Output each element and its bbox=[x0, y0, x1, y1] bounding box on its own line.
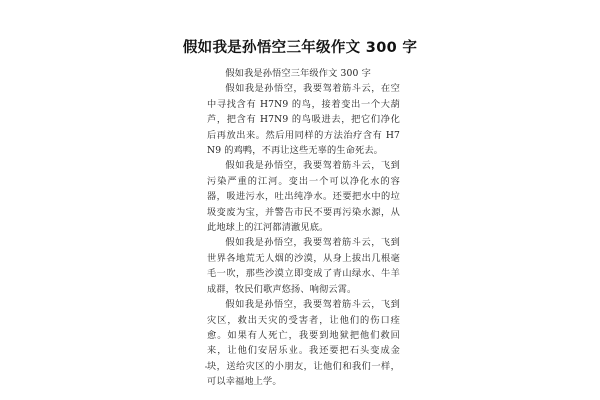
document-title: 假如我是孙悟空三年级作文 300 字 bbox=[182, 40, 418, 56]
paragraph-2: 假如我是孙悟空，我要驾着筋斗云，飞到污染严重的江河。变出一个可以净化水的容器，吸进污水，吐出纯净水。还要把水中的垃圾变废为宝，并警告市民不要再污染水源，从此地球上的江河都清澈见底。 bbox=[207, 160, 400, 234]
paragraph-1: 假如我是孙悟空，我要驾着筋斗云，在空中寻找含有 H7N9 的鸟，接着变出一个大葫芦，把含有 H7N9 的鸟吸进去，把它们净化后再放出来。然后用同样的方法治疗含有 H7N9 的鸡鸭，不再让这些无辜的生命死去。 bbox=[207, 83, 400, 157]
paragraph-3: 假如我是孙悟空，我要驾着筋斗云，飞到世界各地荒无人烟的沙漠，从身上拔出几根毫毛一吹，那些沙漠立即变成了青山绿水、牛羊成群，牧民们歌声悠扬、响彻云霄。 bbox=[207, 237, 400, 295]
document-subtitle: 假如我是孙悟空三年级作文 300 字 bbox=[225, 68, 371, 79]
document-body bbox=[207, 66, 400, 390]
paragraph-4: 假如我是孙悟空，我要驾着筋斗云，飞到灾区，救出天灾的受害者，让他们的伤口痊愈。如果有人死亡，我要到地狱把他们救回来，让他们安居乐业。我还要把石头变成金块，送给灾区的小朋友，让他们和我们一样，可以幸福地上学。 bbox=[207, 299, 400, 388]
stray-dot bbox=[205, 366, 207, 368]
